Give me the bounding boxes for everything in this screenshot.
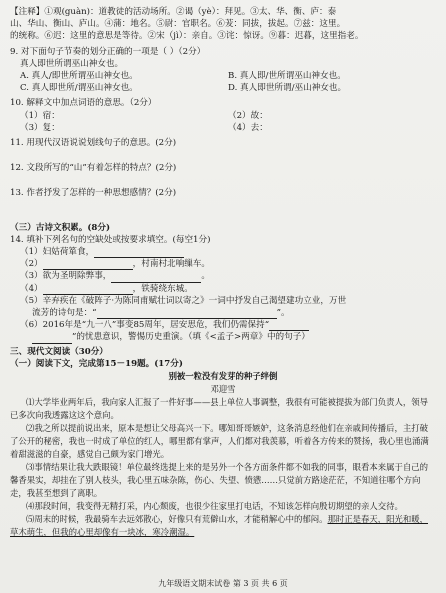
essay-paragraph bbox=[10, 513, 436, 539]
answer-blank[interactable] bbox=[269, 322, 309, 331]
essay-title: 别被一粒没有发芽的种子绊倒 bbox=[168, 371, 278, 382]
answer-blank[interactable] bbox=[32, 335, 72, 344]
section-heading: （三）古诗文积累。(8分) bbox=[10, 222, 111, 233]
q10-item: （1）宿： bbox=[20, 110, 60, 121]
essay-paragraph: ⑵我之所以提前说出来，原本是想让父母高兴一下。哪知哥哥嫉妒，这条消息经他们在亲戚间传播后，主打破了公开的秘密，我也一时成了单位的红人，哪里都有掌声，人们都对我羡慕，听着各方传来的赞扬，我心里也涌满着甜滋滋的自豪，感觉自己颇为家门增光。 bbox=[10, 423, 429, 460]
notes-line: 【注释】①观(guàn)：道教徒的活动场所。②谒（yè）：拜见。③太、华、衡、庐：泰 bbox=[10, 7, 337, 17]
option-d: D. 真人即世所谓/巫山神女也。 bbox=[228, 83, 347, 94]
q10-item: （3）复： bbox=[20, 122, 60, 133]
question-11: 11. 用现代汉语说说划线句子的意思。(2分) bbox=[10, 138, 177, 149]
question-9-stem: 9. 对下面句子节奏的划分正确的一项是（ ）（2分） bbox=[10, 46, 206, 57]
q14-item-6: （6）2016年是“九一八”事变85周年，居安思危，我们仍需保持“ bbox=[20, 320, 270, 331]
q14-item-6-text: ”的忧患意识，警惕历史重演。（填《<孟子>两章》中的句子） bbox=[72, 332, 310, 343]
notes-block bbox=[10, 6, 436, 43]
option-b: B. 真人即/世所谓巫山神女也。 bbox=[228, 71, 346, 82]
question-14-stem: 14. 填补下列名句的空缺处或按要求填空。(每空1分) bbox=[10, 234, 211, 245]
q14-item-5-text: 流芳的诗句是：“ bbox=[32, 308, 97, 319]
q14-item-3: （3）欲为圣明除弊事， bbox=[20, 271, 112, 282]
question-10-stem: 10. 解释文中加点词语的意思。（2分） bbox=[10, 98, 157, 109]
question-9-sentence: 真人即世所谓巫山神女也。 bbox=[20, 58, 124, 69]
q14-item-4-text: ，铁骑绕东城。 bbox=[132, 283, 193, 294]
question-10-row bbox=[10, 122, 436, 134]
question-9-options-row bbox=[10, 70, 436, 82]
underlined-sentence: 那时正是春天，阳光和暖，草木萌生，但我的心里却像有一块冰，寒冷潮湿。 bbox=[10, 514, 428, 538]
q14-item-5-end: ”。 bbox=[276, 308, 290, 319]
essay bbox=[10, 370, 436, 539]
essay-paragraph: ⑴大学毕业两年后，我向家人汇报了一件好事——县上单位人事调整，我很有可能被提拔为部门负责人，领导已多次向我透露这这个意向。 bbox=[10, 397, 428, 421]
q14-item-5: （5）辛弃疾在《破阵子·为陈同甫赋壮词以寄之》一词中抒发自己渴望建功立业，万世 bbox=[20, 295, 347, 306]
question-10-row bbox=[10, 110, 436, 122]
answer-blank[interactable] bbox=[111, 274, 201, 283]
notes-line: 山、华山、衡山、庐山。④蒲：地名。⑤尉：官职名。⑥茇：同拔，拔起。⑦兹：这里。 bbox=[10, 19, 346, 30]
answer-blank[interactable] bbox=[94, 249, 184, 258]
q14-item-2-text: ，村南村北响缫车。 bbox=[132, 259, 211, 270]
page-footer: 九年级语文期末试卷 第 3 页 共 6 页 bbox=[158, 578, 288, 588]
q14-item-3-end: 。 bbox=[201, 271, 211, 282]
option-a: A. 真人/即世所谓巫山神女也。 bbox=[20, 71, 138, 82]
essay-paragraph: ⑷那段时间，我变得无精打采，内心颓废，也很少往家里打电话，不知该怎样向殷切期望的亲人交待。 bbox=[26, 501, 403, 512]
answer-blank[interactable] bbox=[97, 310, 187, 319]
essay-paragraph: ⑶事情结果让我大跌眼镜！单位最终选提上来的是另外一个各方面条件都不如我的同事，眼看本来属于自己的馨香果实，却挂在了别人枝头，我心里五味杂陈，伤心、失望、愤懑……只觉前方路途茫茫，不知道往哪个方向走，我甚至想到了离职。 bbox=[10, 462, 428, 499]
question-9-options-row bbox=[10, 82, 436, 94]
q10-item: （2）故： bbox=[228, 110, 268, 121]
question-13: 13. 作者抒发了怎样的一种思想感情？(2分) bbox=[10, 188, 177, 199]
essay-author: 邓迎雪 bbox=[210, 384, 236, 395]
answer-blank[interactable] bbox=[187, 310, 277, 319]
option-c: C. 真人即世所/谓巫山神女也。 bbox=[20, 83, 138, 94]
q14-item-1: （1）妇姑荷箪食， bbox=[20, 247, 95, 258]
section-heading: 三、现代文阅读（30分） bbox=[10, 346, 108, 357]
question-14 bbox=[10, 234, 436, 344]
question-10 bbox=[10, 97, 436, 134]
q14-item-2: （2） bbox=[20, 259, 43, 270]
subsection-heading: （一）阅读下文，完成第15－19题。(17分) bbox=[10, 358, 183, 369]
notes-line: 的统称。⑥迟：这里的意思是等待。②宋（jì）：亲自。③诧：惊讶。⑨暮：迟暮，这里指老。 bbox=[10, 31, 364, 42]
answer-blank[interactable] bbox=[43, 286, 133, 295]
question-9 bbox=[10, 46, 436, 95]
q10-item: （4）去： bbox=[228, 122, 268, 133]
essay-text: ⑸周末的时候，我最骑车去远郊散心，好像只有荒僻山水，才能稍解心中的郁闷。 bbox=[26, 514, 328, 525]
question-12: 12. 文段所写的“山”有着怎样的特点？(2分) bbox=[10, 163, 177, 174]
q14-item-4: （4） bbox=[20, 283, 43, 294]
answer-blank[interactable] bbox=[43, 261, 133, 270]
